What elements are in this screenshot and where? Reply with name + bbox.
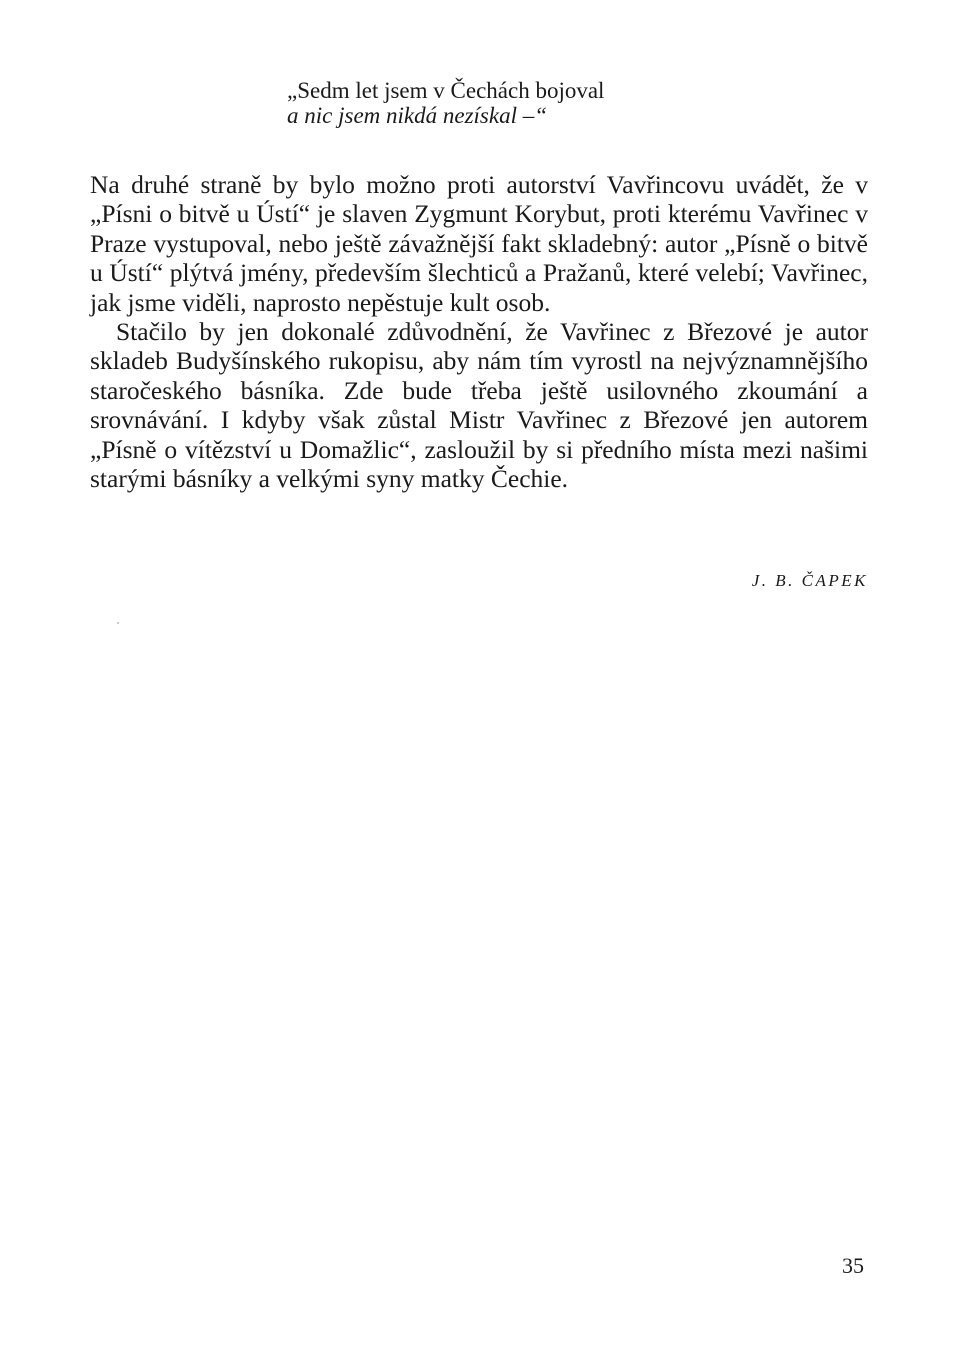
paragraph-2: Stačilo by jen dokonalé zdůvodnění, že Vavřinec z Březové je autor skladeb Budyšínského rukopisu, aby nám tím vyrostl na nejvýznamnějšího staročeského básníka. Zde bude třeba ještě usilovného zkoumání a srovnávání. I kdyby však zůstal Mistr Vavřinec z Březové jen autorem „Písně o vítězství u Domažlic“, zasloužil by si předního místa mezi našimi starými básníky a velkými syny matky Čechie. (90, 317, 868, 494)
body-text (90, 170, 868, 493)
verse-line-2: a nic jsem nikdá nezískal –“ (287, 103, 547, 128)
paragraph-1: Na druhé straně by bylo možno proti autorství Vavřincovu uvádět, že v „Písni o bitvě u Ústí“ je slaven Zygmunt Korybut, proti kterému Vavřinec v Praze vystupoval, nebo ještě závažnější fakt skladebný: autor „Písně o bitvě u Ústí“ plýtvá jmény, především šlechticů a Pražanů, které velebí; Vavřinec, jak jsme viděli, naprosto nepěstuje kult osob. (90, 170, 868, 317)
page-number: 35 (842, 1253, 864, 1278)
verse-line-1: „Sedm let jsem v Čechách bojoval (287, 78, 605, 103)
author-signature: J. B. ČAPEK (751, 571, 868, 590)
epigraph-verse (287, 78, 707, 128)
stray-mark (117, 622, 119, 624)
